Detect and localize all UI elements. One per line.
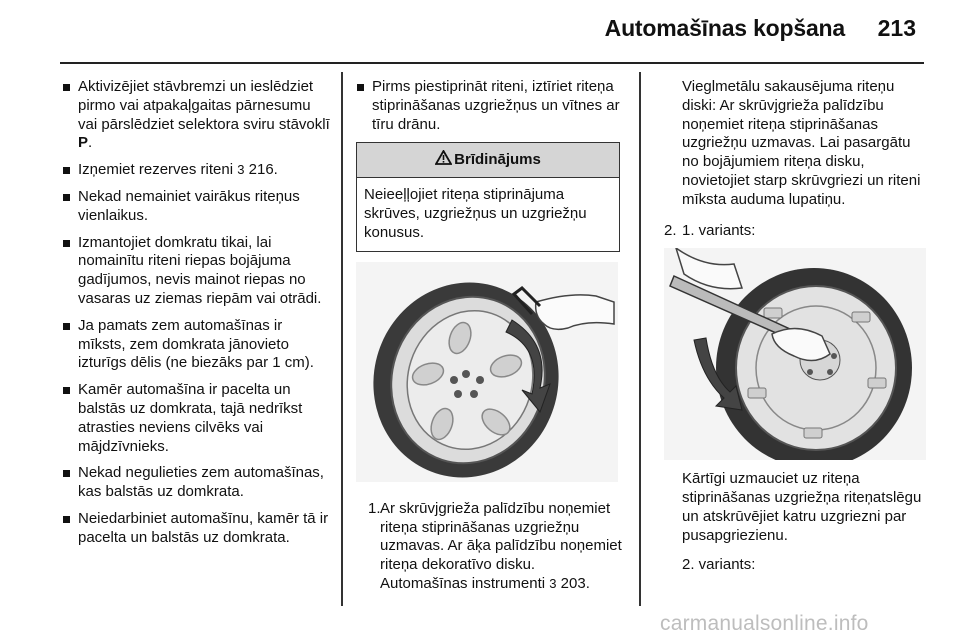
reference-arrow-icon: 3 — [237, 162, 245, 178]
warning-box — [356, 142, 620, 251]
list-item: Ja pamats zem automašīnas ir mīksts, zem domkrata jānovieto izturīgs dēlis (ne biezāks par 1 cm). — [62, 317, 330, 373]
list-item: Neiedarbiniet automašīnu, kamēr tā ir pacelta un balstās uz domkrata. — [62, 510, 330, 548]
alloy-wheel-paragraph: Vieglmetālu sakausējuma riteņu diski: Ar skrūvjgrieža palīdzību noņemiet riteņa stiprināšanas uzgriežņu uzmavas. Lai pasargātu no bojājumiem riteņa disku, novietojiet starp skrūvgriezi un riteni mīksta auduma lupatiņu. — [682, 78, 921, 208]
variant-2-label: 2. variants: — [682, 555, 756, 573]
warning-triangle-icon — [435, 150, 452, 165]
list-item: Nekad negulieties zem automašīnas, kas balstās uz domkrata. — [62, 464, 330, 502]
step-2: 2. 1. variants: — [664, 221, 756, 239]
column-1 — [62, 78, 330, 556]
page-reference-link[interactable]: 216 — [248, 161, 274, 179]
wheel-wrench-illustration — [664, 248, 926, 460]
column-3 — [664, 78, 926, 574]
list-item: Nekad nemainiet vairākus riteņus vienlaikus. — [62, 188, 330, 226]
wheel-wrench-illustration — [664, 248, 926, 460]
list-item: Izmantojiet domkratu tikai, lai nomainītu riteni riepas bojājuma gadījumos, nevis mainot riepas no vasaras uz ziemas riepām vai otrādi. — [62, 234, 330, 309]
warning-triangle-icon — [435, 150, 452, 171]
step-2-text: Kārtīgi uzmauciet uz riteņa stiprināšanas uzgriežņa riteņatslēgu un atskrūvējiet katru uzgriezni par pusapgriezienu. — [682, 470, 922, 544]
header-divider — [60, 62, 924, 64]
list-item: Kamēr automašīna ir pacelta un balstās uz domkrata, tajā nedrīkst atrasties neviens cilvēks vai mājdzīvnieks. — [62, 381, 330, 456]
watermark: carmanualsonline.info — [660, 612, 869, 635]
cleaning-list — [356, 78, 624, 134]
warning-title: Brīdinājums — [454, 150, 541, 168]
reference-arrow-icon: 3 — [549, 575, 557, 591]
column-divider-1 — [341, 72, 343, 606]
list-item: Aktivizējiet stāvbremzi un ieslēdziet pirmo vai atpakaļgaitas pārnesumu vai pārslēdziet selektora sviru stāvoklī P. — [62, 78, 330, 153]
hubcap-removal-illustration — [356, 262, 618, 482]
page-number: 213 — [877, 15, 916, 41]
page-title: Automašīnas kopšana — [604, 15, 845, 41]
warning-header — [357, 143, 619, 178]
list-item: Izņemiet rezerves riteni 3 216. — [62, 161, 330, 180]
hubcap-removal-illustration — [356, 262, 618, 482]
step-1: 1. Ar skrūvjgrieža palīdzību noņemiet riteņa stiprināšanas uzgriežņu uzmavas. Ar āķa palīdzību noņemiet riteņa dekoratīvo disku. Automašīnas instrumenti 3 203. — [368, 499, 622, 592]
list-item: Pirms piestiprināt riteni, iztīriet riteņa stiprināšanas uzgriežņus un vītnes ar tīru drānu. — [356, 78, 624, 134]
column-divider-2 — [639, 72, 641, 606]
column-2 — [356, 78, 624, 594]
page-reference-link[interactable]: 203 — [560, 574, 586, 592]
warning-text: Neieeļļojiet riteņa stiprinājuma skrūves, uzgriežņus un uzgriežņu konusus. — [364, 186, 587, 241]
precaution-list — [62, 78, 330, 548]
page-header — [0, 0, 960, 64]
